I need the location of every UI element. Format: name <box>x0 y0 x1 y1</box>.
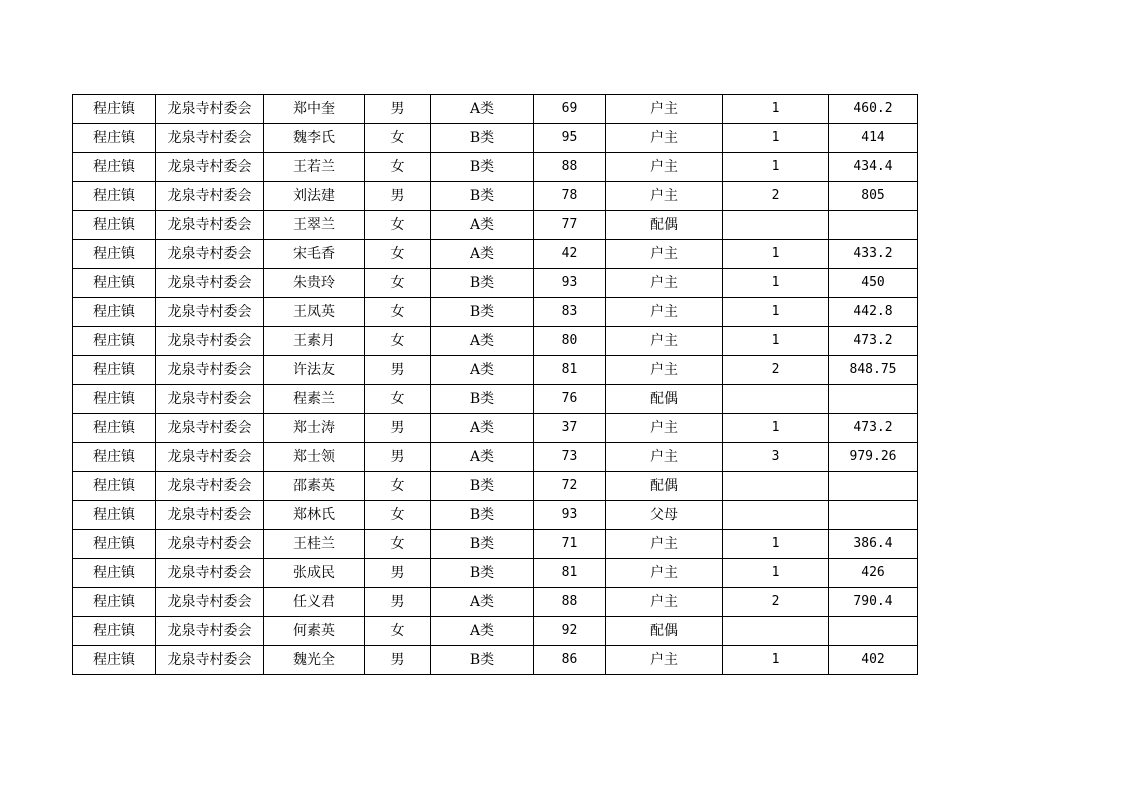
gender-cell: 女 <box>365 211 431 240</box>
household-count-cell: 1 <box>723 269 829 298</box>
category-cell: B类 <box>431 124 534 153</box>
relation-cell: 户主 <box>606 298 723 327</box>
age-cell: 78 <box>534 182 606 211</box>
village-cell: 龙泉寺村委会 <box>156 385 264 414</box>
town-cell: 程庄镇 <box>73 298 156 327</box>
age-cell: 37 <box>534 414 606 443</box>
town-cell: 程庄镇 <box>73 269 156 298</box>
table-row <box>73 298 918 327</box>
relation-cell: 父母 <box>606 501 723 530</box>
gender-cell: 女 <box>365 153 431 182</box>
relation-cell: 户主 <box>606 530 723 559</box>
amount-cell <box>829 211 918 240</box>
gender-cell: 女 <box>365 327 431 356</box>
age-cell: 86 <box>534 646 606 675</box>
household-count-cell: 1 <box>723 240 829 269</box>
village-cell: 龙泉寺村委会 <box>156 414 264 443</box>
category-cell: A类 <box>431 240 534 269</box>
table-row <box>73 269 918 298</box>
age-cell: 77 <box>534 211 606 240</box>
household-count-cell <box>723 617 829 646</box>
amount-cell: 979.26 <box>829 443 918 472</box>
household-count-cell: 1 <box>723 559 829 588</box>
town-cell: 程庄镇 <box>73 559 156 588</box>
category-cell: B类 <box>431 182 534 211</box>
household-count-cell: 1 <box>723 327 829 356</box>
name-cell: 任义君 <box>264 588 365 617</box>
name-cell: 郑士领 <box>264 443 365 472</box>
town-cell: 程庄镇 <box>73 530 156 559</box>
household-count-cell: 3 <box>723 443 829 472</box>
name-cell: 王桂兰 <box>264 530 365 559</box>
amount-cell: 414 <box>829 124 918 153</box>
amount-cell: 460.2 <box>829 95 918 124</box>
relation-cell: 户主 <box>606 559 723 588</box>
table-row <box>73 211 918 240</box>
name-cell: 邵素英 <box>264 472 365 501</box>
name-cell: 魏光全 <box>264 646 365 675</box>
table-row <box>73 414 918 443</box>
town-cell: 程庄镇 <box>73 385 156 414</box>
name-cell: 朱贵玲 <box>264 269 365 298</box>
gender-cell: 男 <box>365 588 431 617</box>
table-row <box>73 501 918 530</box>
village-cell: 龙泉寺村委会 <box>156 646 264 675</box>
name-cell: 张成民 <box>264 559 365 588</box>
table-row <box>73 646 918 675</box>
name-cell: 刘法建 <box>264 182 365 211</box>
amount-cell: 450 <box>829 269 918 298</box>
gender-cell: 男 <box>365 414 431 443</box>
household-count-cell <box>723 472 829 501</box>
village-cell: 龙泉寺村委会 <box>156 153 264 182</box>
town-cell: 程庄镇 <box>73 211 156 240</box>
amount-cell <box>829 385 918 414</box>
category-cell: A类 <box>431 443 534 472</box>
village-cell: 龙泉寺村委会 <box>156 530 264 559</box>
table-row <box>73 153 918 182</box>
age-cell: 93 <box>534 269 606 298</box>
household-count-cell: 1 <box>723 298 829 327</box>
amount-cell <box>829 617 918 646</box>
category-cell: B类 <box>431 153 534 182</box>
village-cell: 龙泉寺村委会 <box>156 269 264 298</box>
household-count-cell: 1 <box>723 414 829 443</box>
household-count-cell: 1 <box>723 530 829 559</box>
household-count-cell: 2 <box>723 356 829 385</box>
age-cell: 81 <box>534 559 606 588</box>
name-cell: 郑士涛 <box>264 414 365 443</box>
town-cell: 程庄镇 <box>73 182 156 211</box>
table-row <box>73 95 918 124</box>
category-cell: B类 <box>431 530 534 559</box>
age-cell: 42 <box>534 240 606 269</box>
amount-cell: 473.2 <box>829 327 918 356</box>
amount-cell: 848.75 <box>829 356 918 385</box>
town-cell: 程庄镇 <box>73 646 156 675</box>
name-cell: 宋毛香 <box>264 240 365 269</box>
age-cell: 71 <box>534 530 606 559</box>
household-count-cell: 1 <box>723 124 829 153</box>
name-cell: 何素英 <box>264 617 365 646</box>
relation-cell: 户主 <box>606 240 723 269</box>
table-body <box>73 95 918 675</box>
gender-cell: 女 <box>365 269 431 298</box>
category-cell: B类 <box>431 269 534 298</box>
amount-cell: 386.4 <box>829 530 918 559</box>
gender-cell: 男 <box>365 559 431 588</box>
gender-cell: 男 <box>365 356 431 385</box>
table-row <box>73 472 918 501</box>
gender-cell: 女 <box>365 530 431 559</box>
amount-cell: 473.2 <box>829 414 918 443</box>
relation-cell: 配偶 <box>606 472 723 501</box>
relation-cell: 户主 <box>606 443 723 472</box>
gender-cell: 女 <box>365 501 431 530</box>
relation-cell: 户主 <box>606 356 723 385</box>
category-cell: B类 <box>431 472 534 501</box>
name-cell: 许法友 <box>264 356 365 385</box>
village-cell: 龙泉寺村委会 <box>156 472 264 501</box>
name-cell: 魏李氏 <box>264 124 365 153</box>
town-cell: 程庄镇 <box>73 472 156 501</box>
table-row <box>73 182 918 211</box>
amount-cell: 433.2 <box>829 240 918 269</box>
town-cell: 程庄镇 <box>73 588 156 617</box>
name-cell: 郑林氏 <box>264 501 365 530</box>
household-count-cell: 1 <box>723 153 829 182</box>
age-cell: 88 <box>534 588 606 617</box>
gender-cell: 女 <box>365 385 431 414</box>
name-cell: 王素月 <box>264 327 365 356</box>
gender-cell: 女 <box>365 240 431 269</box>
table-row <box>73 385 918 414</box>
age-cell: 95 <box>534 124 606 153</box>
category-cell: A类 <box>431 356 534 385</box>
name-cell: 王若兰 <box>264 153 365 182</box>
town-cell: 程庄镇 <box>73 501 156 530</box>
table-row <box>73 559 918 588</box>
household-count-cell <box>723 501 829 530</box>
town-cell: 程庄镇 <box>73 356 156 385</box>
age-cell: 81 <box>534 356 606 385</box>
relation-cell: 户主 <box>606 124 723 153</box>
town-cell: 程庄镇 <box>73 95 156 124</box>
village-cell: 龙泉寺村委会 <box>156 443 264 472</box>
gender-cell: 男 <box>365 95 431 124</box>
amount-cell <box>829 472 918 501</box>
amount-cell: 402 <box>829 646 918 675</box>
village-cell: 龙泉寺村委会 <box>156 356 264 385</box>
table-row <box>73 327 918 356</box>
gender-cell: 男 <box>365 182 431 211</box>
relation-cell: 户主 <box>606 182 723 211</box>
household-count-cell: 1 <box>723 95 829 124</box>
age-cell: 76 <box>534 385 606 414</box>
town-cell: 程庄镇 <box>73 327 156 356</box>
category-cell: A类 <box>431 211 534 240</box>
amount-cell: 426 <box>829 559 918 588</box>
household-count-cell: 2 <box>723 588 829 617</box>
village-cell: 龙泉寺村委会 <box>156 240 264 269</box>
table-row <box>73 240 918 269</box>
table-row <box>73 356 918 385</box>
age-cell: 73 <box>534 443 606 472</box>
category-cell: B类 <box>431 646 534 675</box>
category-cell: B类 <box>431 298 534 327</box>
age-cell: 80 <box>534 327 606 356</box>
name-cell: 王翠兰 <box>264 211 365 240</box>
relation-cell: 户主 <box>606 95 723 124</box>
category-cell: A类 <box>431 414 534 443</box>
relation-cell: 户主 <box>606 327 723 356</box>
age-cell: 69 <box>534 95 606 124</box>
category-cell: A类 <box>431 588 534 617</box>
town-cell: 程庄镇 <box>73 617 156 646</box>
age-cell: 88 <box>534 153 606 182</box>
village-cell: 龙泉寺村委会 <box>156 182 264 211</box>
table-row <box>73 530 918 559</box>
household-count-cell <box>723 385 829 414</box>
village-cell: 龙泉寺村委会 <box>156 211 264 240</box>
relation-cell: 户主 <box>606 153 723 182</box>
amount-cell: 805 <box>829 182 918 211</box>
village-cell: 龙泉寺村委会 <box>156 501 264 530</box>
amount-cell: 790.4 <box>829 588 918 617</box>
town-cell: 程庄镇 <box>73 414 156 443</box>
town-cell: 程庄镇 <box>73 240 156 269</box>
gender-cell: 女 <box>365 124 431 153</box>
amount-cell <box>829 501 918 530</box>
gender-cell: 女 <box>365 298 431 327</box>
category-cell: B类 <box>431 501 534 530</box>
age-cell: 83 <box>534 298 606 327</box>
category-cell: A类 <box>431 327 534 356</box>
category-cell: A类 <box>431 95 534 124</box>
amount-cell: 442.8 <box>829 298 918 327</box>
category-cell: B类 <box>431 385 534 414</box>
village-cell: 龙泉寺村委会 <box>156 559 264 588</box>
relation-cell: 户主 <box>606 269 723 298</box>
age-cell: 92 <box>534 617 606 646</box>
village-cell: 龙泉寺村委会 <box>156 298 264 327</box>
village-cell: 龙泉寺村委会 <box>156 617 264 646</box>
gender-cell: 女 <box>365 617 431 646</box>
village-cell: 龙泉寺村委会 <box>156 95 264 124</box>
relation-cell: 户主 <box>606 588 723 617</box>
relation-cell: 户主 <box>606 414 723 443</box>
table-row <box>73 617 918 646</box>
village-cell: 龙泉寺村委会 <box>156 588 264 617</box>
data-table <box>72 94 918 675</box>
table-row <box>73 588 918 617</box>
relation-cell: 配偶 <box>606 617 723 646</box>
name-cell: 程素兰 <box>264 385 365 414</box>
name-cell: 王凤英 <box>264 298 365 327</box>
age-cell: 72 <box>534 472 606 501</box>
table-row <box>73 443 918 472</box>
category-cell: A类 <box>431 617 534 646</box>
household-count-cell: 1 <box>723 646 829 675</box>
village-cell: 龙泉寺村委会 <box>156 124 264 153</box>
name-cell: 郑中奎 <box>264 95 365 124</box>
village-cell: 龙泉寺村委会 <box>156 327 264 356</box>
relation-cell: 户主 <box>606 646 723 675</box>
table-row <box>73 124 918 153</box>
relation-cell: 配偶 <box>606 211 723 240</box>
amount-cell: 434.4 <box>829 153 918 182</box>
category-cell: B类 <box>431 559 534 588</box>
household-count-cell <box>723 211 829 240</box>
town-cell: 程庄镇 <box>73 124 156 153</box>
relation-cell: 配偶 <box>606 385 723 414</box>
town-cell: 程庄镇 <box>73 443 156 472</box>
town-cell: 程庄镇 <box>73 153 156 182</box>
household-count-cell: 2 <box>723 182 829 211</box>
age-cell: 93 <box>534 501 606 530</box>
gender-cell: 男 <box>365 443 431 472</box>
gender-cell: 女 <box>365 472 431 501</box>
gender-cell: 男 <box>365 646 431 675</box>
